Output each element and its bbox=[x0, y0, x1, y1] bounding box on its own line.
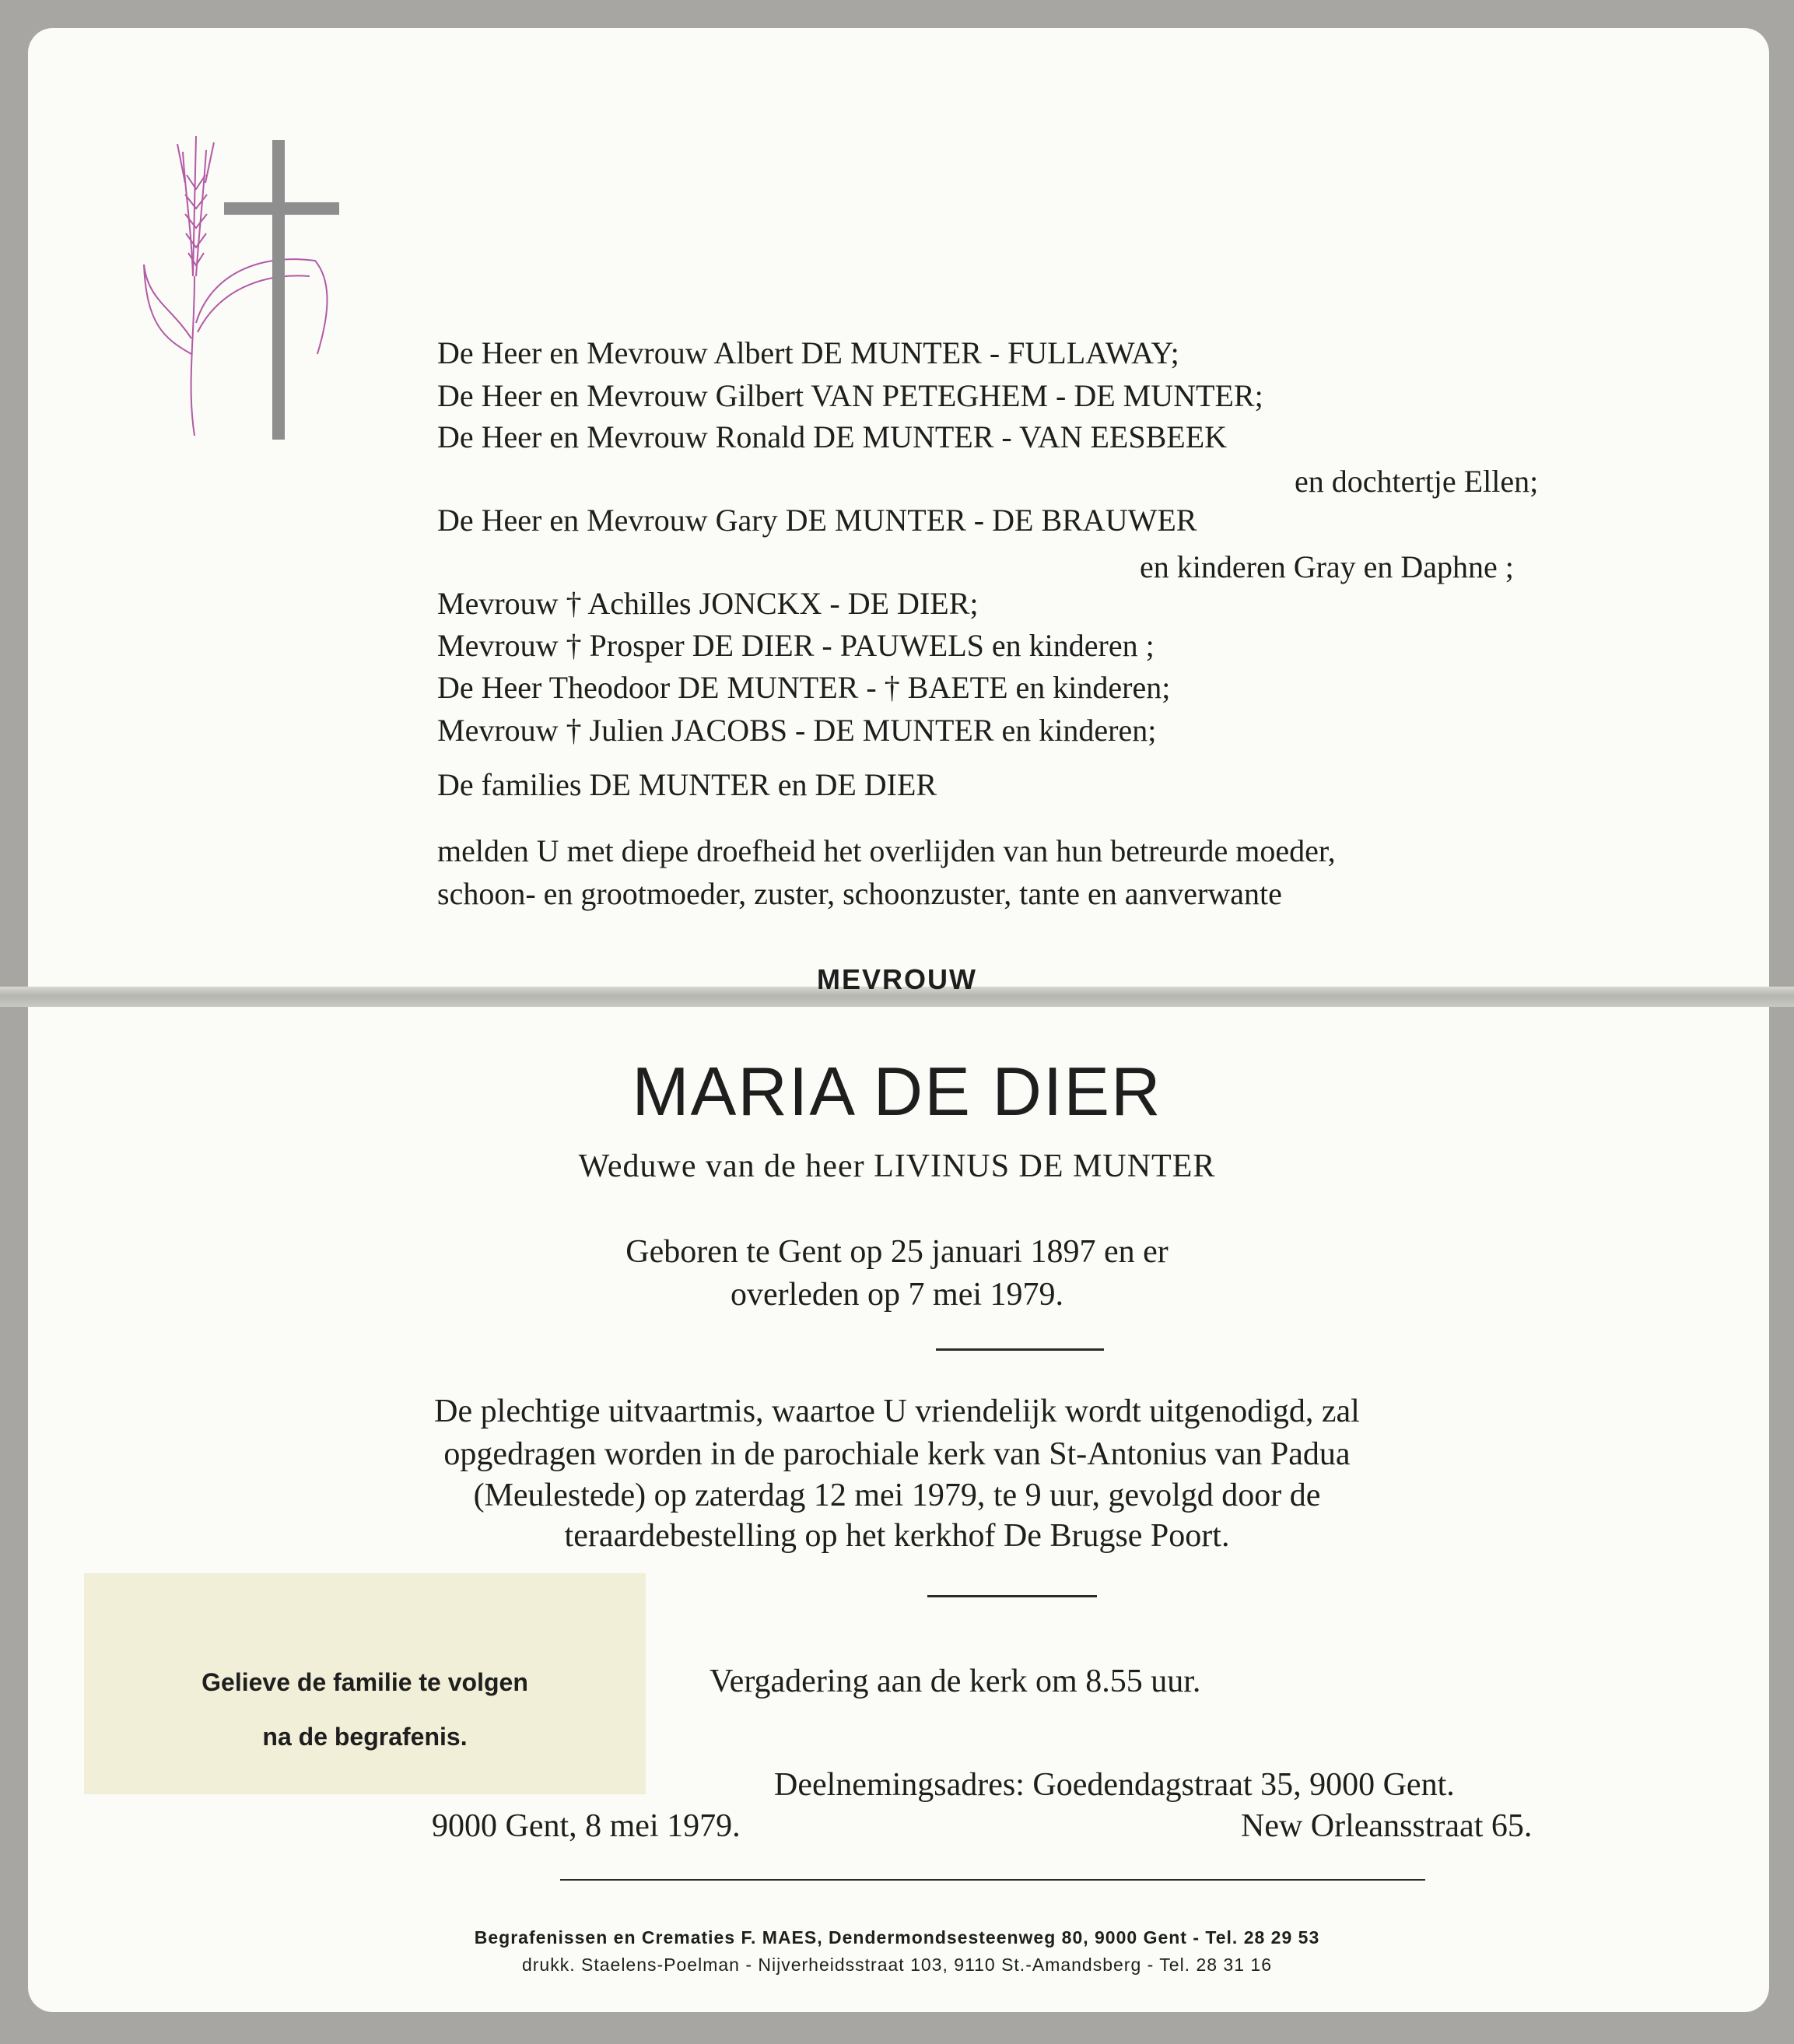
died-line: overleden op 7 mei 1979. bbox=[730, 1277, 1064, 1313]
family-line: Mevrouw † Julien JACOBS - DE MUNTER en kinderen; bbox=[437, 713, 1157, 748]
family-line: en dochtertje Ellen; bbox=[1295, 464, 1539, 499]
service-line: opgedragen worden in de parochiale kerk van St-Antonius van Padua bbox=[443, 1436, 1351, 1472]
family-line: De Heer Theodoor DE MUNTER - † BAETE en kinderen; bbox=[437, 670, 1171, 705]
family-line: De families DE MUNTER en DE DIER bbox=[437, 767, 937, 802]
divider bbox=[936, 1348, 1104, 1351]
meeting-line: Vergadering aan de kerk om 8.55 uur. bbox=[710, 1664, 1201, 1699]
service-line: De plechtige uitvaartmis, waartoe U vriendelijk wordt uitgenodigd, zal bbox=[434, 1394, 1360, 1429]
announcement-line: melden U met diepe droefheid het overlijden van hun betreurde moeder, bbox=[437, 833, 1336, 868]
address-line: Deelnemingsadres: Goedendagstraat 35, 9000 Gent. bbox=[774, 1767, 1455, 1803]
family-note-sticker bbox=[84, 1573, 646, 1794]
undertaker-line: Begrafenissen en Crematies F. MAES, Dendermondsesteenweg 80, 9000 Gent - Tel. 28 29 53 bbox=[474, 1927, 1320, 1948]
family-line: De Heer en Mevrouw Gary DE MUNTER - DE BRAUWER bbox=[437, 503, 1197, 538]
family-line: De Heer en Mevrouw Gilbert VAN PETEGHEM - DE MUNTER; bbox=[437, 378, 1263, 413]
footer-divider bbox=[560, 1879, 1425, 1881]
family-line: Mevrouw † Prosper DE DIER - PAUWELS en kinderen ; bbox=[437, 628, 1155, 663]
family-line: De Heer en Mevrouw Albert DE MUNTER - FULLAWAY; bbox=[437, 335, 1179, 370]
deceased-title: MEVROUW bbox=[817, 963, 977, 995]
family-line: en kinderen Gray en Daphne ; bbox=[1140, 549, 1514, 584]
family-line: De Heer en Mevrouw Ronald DE MUNTER - VAN EESBEEK bbox=[437, 419, 1228, 454]
service-line: (Meulestede) op zaterdag 12 mei 1979, te 9 uur, gevolgd door de bbox=[473, 1478, 1321, 1513]
place-date: 9000 Gent, 8 mei 1979. bbox=[432, 1808, 741, 1844]
wheat-icon bbox=[144, 136, 327, 436]
service-line: teraardebestelling op het kerkhof De Brugse Poort. bbox=[564, 1518, 1230, 1554]
divider bbox=[927, 1595, 1097, 1597]
cross-icon bbox=[224, 140, 339, 440]
note-line: na de begrafenis. bbox=[262, 1723, 468, 1751]
widow-line: Weduwe van de heer LIVINUS DE MUNTER bbox=[578, 1148, 1216, 1184]
address-street: New Orleansstraat 65. bbox=[1241, 1808, 1533, 1844]
note-line: Gelieve de familie te volgen bbox=[201, 1668, 528, 1696]
cross-wheat-emblem bbox=[140, 128, 358, 447]
family-line: Mevrouw † Achilles JONCKX - DE DIER; bbox=[437, 586, 979, 621]
announcement-line: schoon- en grootmoeder, zuster, schoonzuster, tante en aanverwante bbox=[437, 876, 1282, 911]
born-line: Geboren te Gent op 25 januari 1897 en er bbox=[625, 1234, 1169, 1270]
deceased-name: MARIA DE DIER bbox=[632, 1053, 1162, 1130]
printer-line: drukk. Staelens-Poelman - Nijverheidsstraat 103, 9110 St.-Amandsberg - Tel. 28 31 16 bbox=[521, 1955, 1272, 1975]
